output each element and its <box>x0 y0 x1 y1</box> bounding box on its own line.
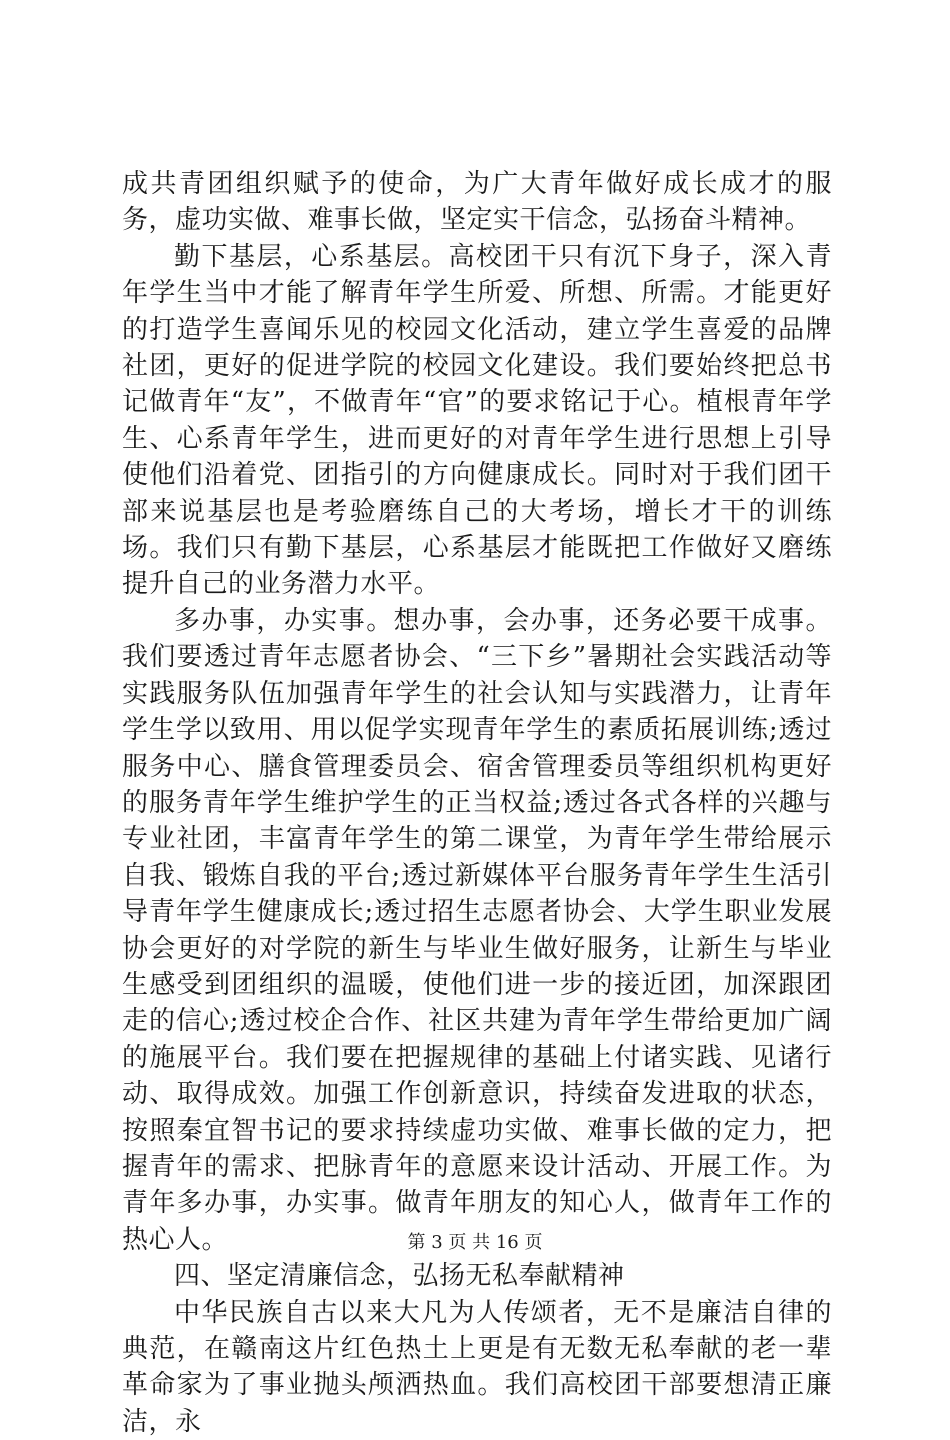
page-number: 第 3 页 共 16 页 <box>407 1232 543 1253</box>
paragraph-4: 中华民族自古以来大凡为人传颂者，无不是廉洁自律的典范，在赣南这片红色热土上更是有无数无私奉献的老一辈革命家为了事业抛头颅洒热血。我们高校团干部要想清正廉洁，永 <box>122 1297 832 1437</box>
section-heading: 四、坚定清廉信念，弘扬无私奉献精神 <box>174 1261 625 1292</box>
paragraph-3: 多办事，办实事。想办事，会办事，还务必要干成事。我们要透过青年志愿者协会、“三下乡”暑期社会实践活动等实践服务队伍加强青年学生的社会认知与实践潜力，让青年学生学以致用、用以促学实现青年学生的素质拓展训练;透过服务中心、膳食管理委员会、宿舍管理委员等组织机构更好的服务青年学生维护学生的正当权益;透过各式各样的兴趣与专业社团，丰富青年学生的第二课堂，为青年学生带给展示自我、锻炼自我的平台;透过新媒体平台服务青年学生生活引导青年学生健康成长;透过招生志愿者协会、大学生职业发展协会更好的对学院的新生与毕业生做好服务，让新生与毕业生感受到团组织的温暖，使他们进一步的接近团，加深跟团走的信心;透过校企合作、社区共建为青年学生带给更加广阔的施展平台。我们要在把握规律的基础上付诸实践、见诸行动、取得成效。加强工作创新意识，持续奋发进取的状态，按照秦宜智书记的要求持续虚功实做、难事长做的定力，把握青年的需求、把脉青年的意愿来设计活动、开展工作。为青年多办事，办实事。做青年朋友的知心人，做青年工作的热心人。 <box>122 605 832 1255</box>
paragraph-2: 勤下基层，心系基层。高校团干只有沉下身子，深入青年学生当中才能了解青年学生所爱、所想、所需。才能更好的打造学生喜闻乐见的校园文化活动，建立学生喜爱的品牌社团，更好的促进学院的校园文化建设。我们要始终把总书记做青年“友”，不做青年“官”的要求铭记于心。植根青年学生、心系青年学生，进而更好的对青年学生进行思想上引导使他们沿着党、团指引的方向健康成长。同时对于我们团干部来说基层也是考验磨练自己的大考场，增长才干的训练场。我们只有勤下基层，心系基层才能既把工作做好又磨练提升自己的业务潜力水平。 <box>122 241 832 600</box>
paragraph-1: 成共青团组织赋予的使命，为广大青年做好成长成才的服务，虚功实做、难事长做，坚定实干信念，弘扬奋斗精神。 <box>122 169 832 236</box>
